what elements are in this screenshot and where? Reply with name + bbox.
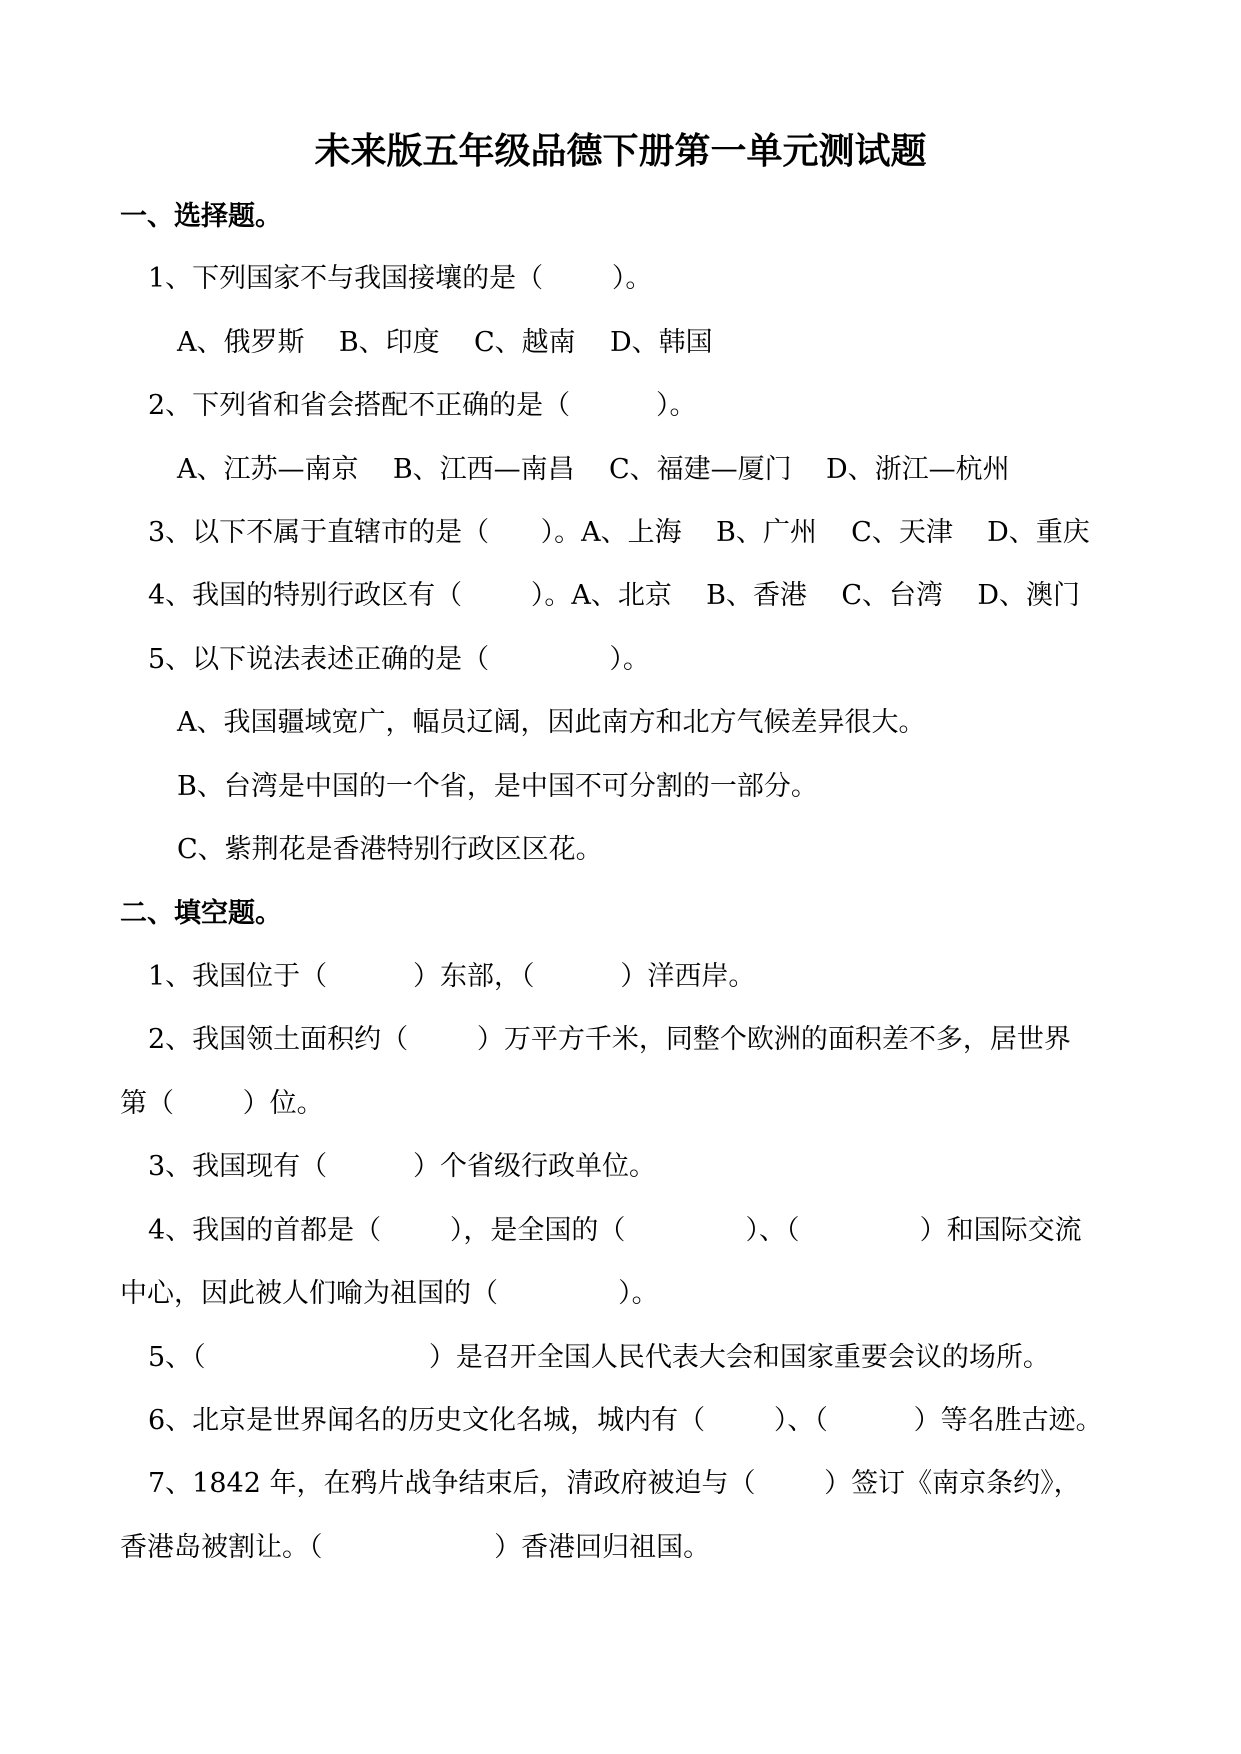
question-5-option-a: A、我国疆域宽广，幅员辽阔，因此南方和北方气候差异很大。 [177, 707, 926, 738]
question-1-options: A、俄罗斯 B、印度 C、越南 D、韩国 [177, 327, 713, 358]
blank-question-6: 6、北京是世界闻名的历史文化名城，城内有（ ）、（ ）等名胜古迹。 [148, 1405, 1103, 1436]
question-4: 4、我国的特别行政区有（ ）。A、北京 B、香港 C、台湾 D、澳门 [148, 580, 1080, 611]
question-2: 2、下列省和省会搭配不正确的是（ ）。 [148, 390, 697, 421]
blank-question-7: 7、1842 年，在鸦片战争结束后，清政府被迫与（ ）签订《南京条约》， [148, 1468, 1081, 1499]
blank-question-4: 4、我国的首都是（ ），是全国的（ ）、（ ）和国际交流 [148, 1215, 1082, 1246]
question-5-option-b: B、台湾是中国的一个省，是中国不可分割的一部分。 [177, 771, 818, 802]
question-3: 3、以下不属于直辖市的是（ ）。A、上海 B、广州 C、天津 D、重庆 [148, 517, 1090, 548]
blank-question-3: 3、我国现有（ ）个省级行政单位。 [148, 1151, 657, 1182]
blank-question-7-cont: 香港岛被割让。（ ）香港回归祖国。 [120, 1532, 711, 1563]
question-1: 1、下列国家不与我国接壤的是（ ）。 [148, 263, 653, 294]
question-5-option-c: C、紫荆花是香港特别行政区区花。 [177, 834, 603, 865]
blank-question-1: 1、我国位于（ ）东部，（ ）洋西岸。 [148, 961, 756, 992]
blank-question-5: 5、（ ）是召开全国人民代表大会和国家重要会议的场所。 [148, 1342, 1050, 1373]
section-heading-fill-blank: 二、填空题。 [120, 898, 282, 929]
blank-question-2: 2、我国领土面积约（ ）万平方千米，同整个欧洲的面积差不多，居世界 [148, 1024, 1071, 1055]
blank-question-2-cont: 第（ ）位。 [120, 1088, 324, 1119]
section-heading-choice: 一、选择题。 [120, 201, 282, 232]
page-title: 未来版五年级品德下册第一单元测试题 [314, 130, 927, 172]
blank-question-4-cont: 中心，因此被人们喻为祖国的（ ）。 [120, 1278, 659, 1309]
question-2-options: A、江苏—南京 B、江西—南昌 C、福建—厦门 D、浙江—杭州 [177, 454, 1010, 485]
question-5: 5、以下说法表述正确的是（ ）。 [148, 644, 650, 675]
